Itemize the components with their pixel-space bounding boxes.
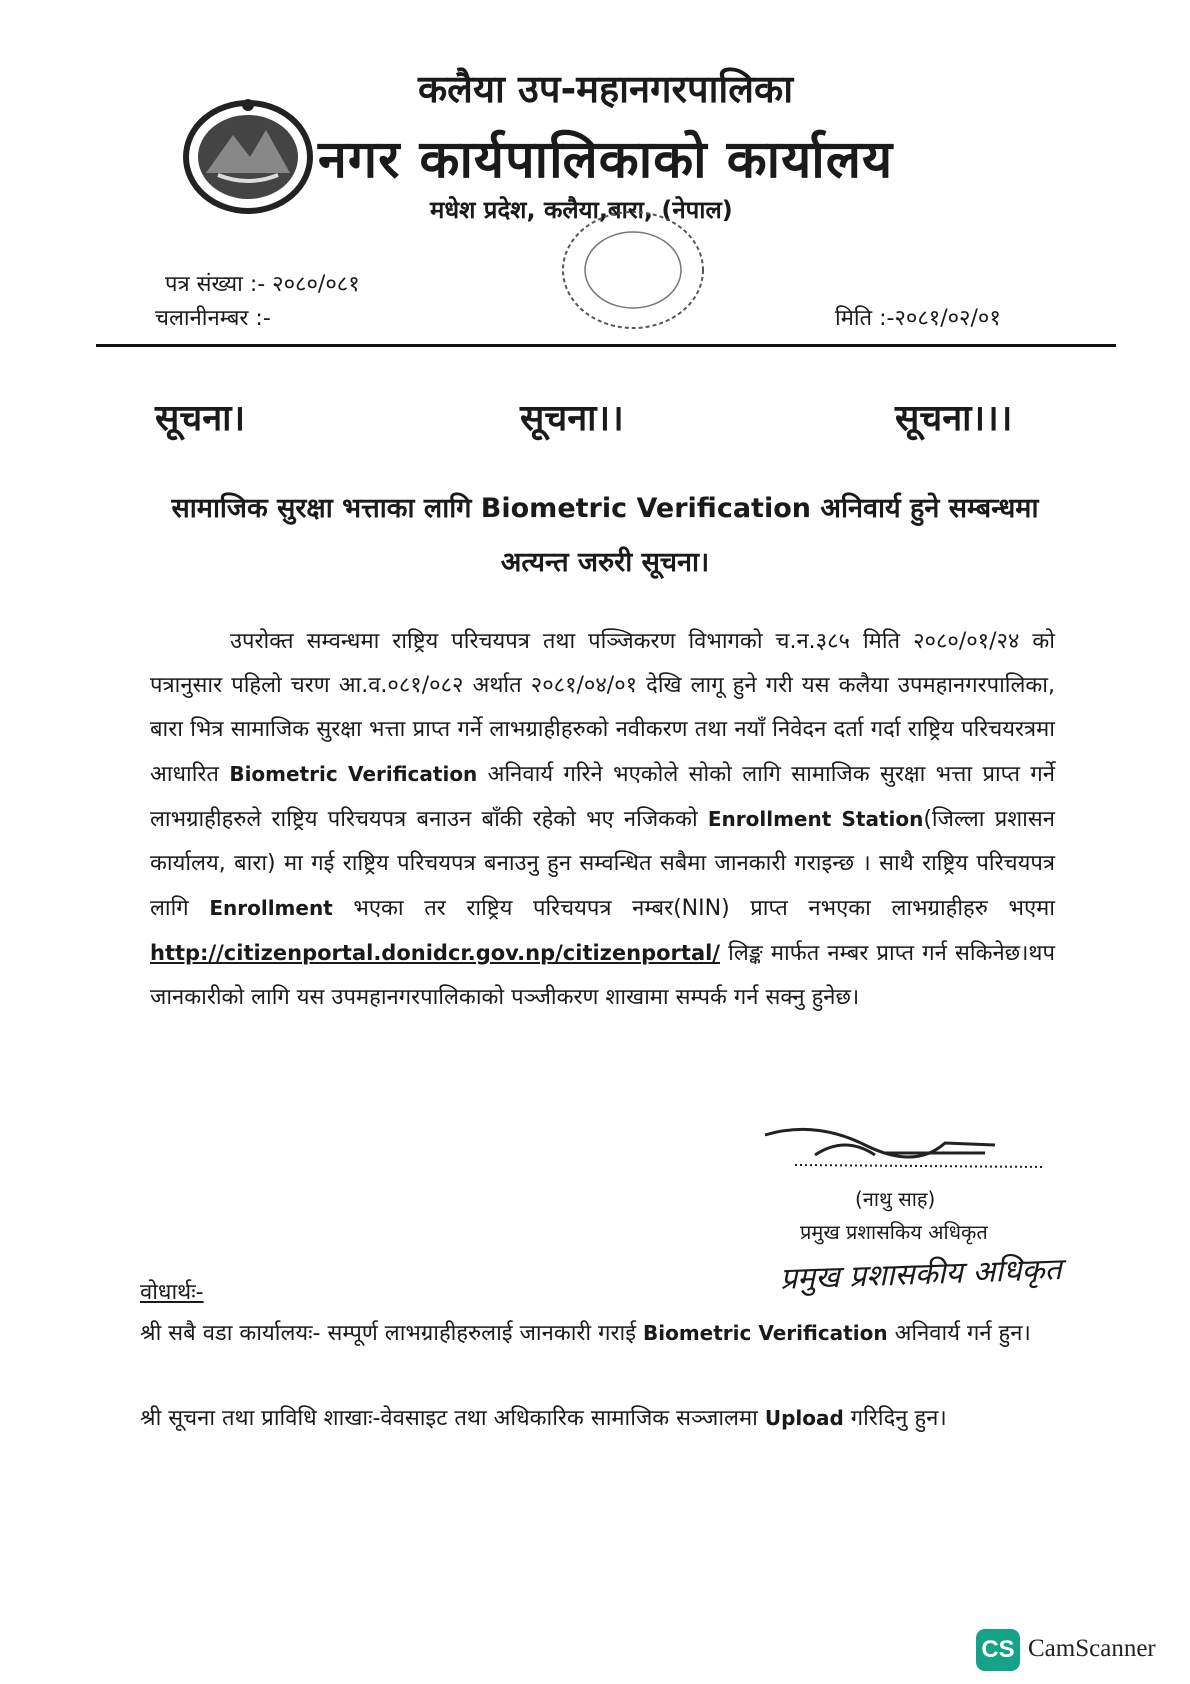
body-text-4: भएका तर राष्ट्रिय परिचयपत्र नम्बर(NIN) प्राप्त नभएका लाभग्राहीहरु भएमा bbox=[332, 896, 1055, 921]
notice-label-2: सूचना।। bbox=[520, 398, 624, 439]
body-en-3: Enrollment bbox=[209, 896, 333, 920]
org-address: मधेश प्रदेश, कलैया,बारा, (नेपाल) bbox=[430, 196, 733, 224]
office-seal-icon bbox=[548, 200, 723, 340]
cc-item-wards bbox=[140, 1312, 1040, 1355]
cc2-text-post: गरिदिनु हुन। bbox=[843, 1406, 947, 1431]
cc2-text-pre: श्री सूचना तथा प्राविधि शाखाः-वेवसाइट तथा अधिकारिक सामाजिक सञ्जालमा bbox=[140, 1406, 765, 1431]
header-divider bbox=[96, 344, 1116, 347]
notice-label-3: सूचना।।। bbox=[895, 398, 1013, 439]
body-text-5: लिङ्क मार्फत नम्बर प्राप्त गर्न सकिनेछ।थप जानकारीको लागि यस उपमहानगरपालिकाको पञ्जीकरण शाखामा सम्पर्क गर्न सक्नु हुनेछ। bbox=[150, 941, 1055, 1010]
citizen-portal-link[interactable]: http://citizenportal.donidcr.gov.np/citizenportal/ bbox=[150, 941, 720, 965]
body-text-2: अनिवार्य गरिने भएकोले सोको लागि सामाजिक सुरक्षा भत्ता प्राप्त गर्ने लाभग्राहीहरुले राष्ट्रिय परिचयपत्र बनाउन बाँकी रहेको भए नजिकको bbox=[150, 762, 1055, 832]
body-en-1: Biometric Verification bbox=[229, 762, 478, 786]
cc1-text-post: अनिवार्य गर्न हुन। bbox=[887, 1321, 1031, 1346]
cc-heading: वोधार्थः- bbox=[140, 1280, 204, 1305]
cc2-text-en: Upload bbox=[764, 1406, 844, 1430]
notice-subject bbox=[160, 482, 1050, 590]
nepal-emblem-icon bbox=[178, 95, 318, 215]
notice-body bbox=[150, 620, 1055, 1020]
cc1-text-pre: श्री सबै वडा कार्यालयः- सम्पूर्ण लाभग्राहीहरुलाई जानकारी गराई bbox=[140, 1321, 643, 1346]
signatory-title: प्रमुख प्रशासकिय अधिकृत bbox=[800, 1220, 988, 1244]
subject-text-post: अनिवार्य हुने सम्बन्धमा अत्यन्त जरुरी सूचना। bbox=[500, 493, 1039, 578]
body-en-2: Enrollment Station bbox=[707, 807, 924, 831]
cc-item-it-branch bbox=[140, 1397, 1040, 1440]
camscanner-watermark: CamScanner bbox=[1028, 1635, 1156, 1662]
cc1-text-en: Biometric Verification bbox=[642, 1321, 888, 1345]
org-name-line2: नगर कार्यपालिकाको कार्यालय bbox=[318, 130, 894, 190]
signature-icon bbox=[755, 1115, 1055, 1175]
letter-number: पत्र संख्या :- २०८०/०८१ bbox=[165, 272, 360, 297]
body-text-3: (जिल्ला प्रशासन कार्यालय, बारा) मा गई राष्ट्रिय परिचयपत्र बनाउनु हुन सम्वन्धित सबैमा जानकारी गराइन्छ । साथै राष्ट्रिय परिचयपत्र लागि bbox=[150, 807, 1055, 921]
signatory-name: (नाथु साह) bbox=[855, 1187, 936, 1211]
body-text-1: उपरोक्त सम्वन्धमा राष्ट्रिय परिचयपत्र तथा पञ्जिकरण विभागको च.न.३८५ मिति २०८०/०१/२४ को पत्रानुसार पहिलो चरण आ.व.०८१/०८२ अर्थात २०८१/०४/०१ देखि लागू हुने गरी यस कलैया उपमहानगरपालिका, बारा भित्र सामाजिक सुरक्षा भत्ता प्राप्त गर्ने लाभग्राहीहरुको नवीकरण तथा नयाँ निवेदन दर्ता गर्दा राष्ट्रिय परिचयरत्रमा आधारित bbox=[150, 629, 1055, 787]
signatory-stamp: प्रमुख प्रशासकीय अधिकृत bbox=[779, 1252, 1063, 1297]
subject-text-pre: सामाजिक सुरक्षा भत्ताका लागि bbox=[171, 493, 481, 524]
subject-text-en: Biometric Verification bbox=[480, 493, 811, 524]
notice-label-1: सूचना। bbox=[155, 398, 246, 439]
dispatch-number: चलानीनम्बर :- bbox=[155, 306, 271, 331]
camscanner-logo-icon: CS bbox=[976, 1629, 1020, 1671]
org-name-line1: कलैया उप-महानगरपालिका bbox=[418, 67, 794, 111]
letter-date: मिति :-२०८१/०२/०१ bbox=[835, 306, 1001, 331]
